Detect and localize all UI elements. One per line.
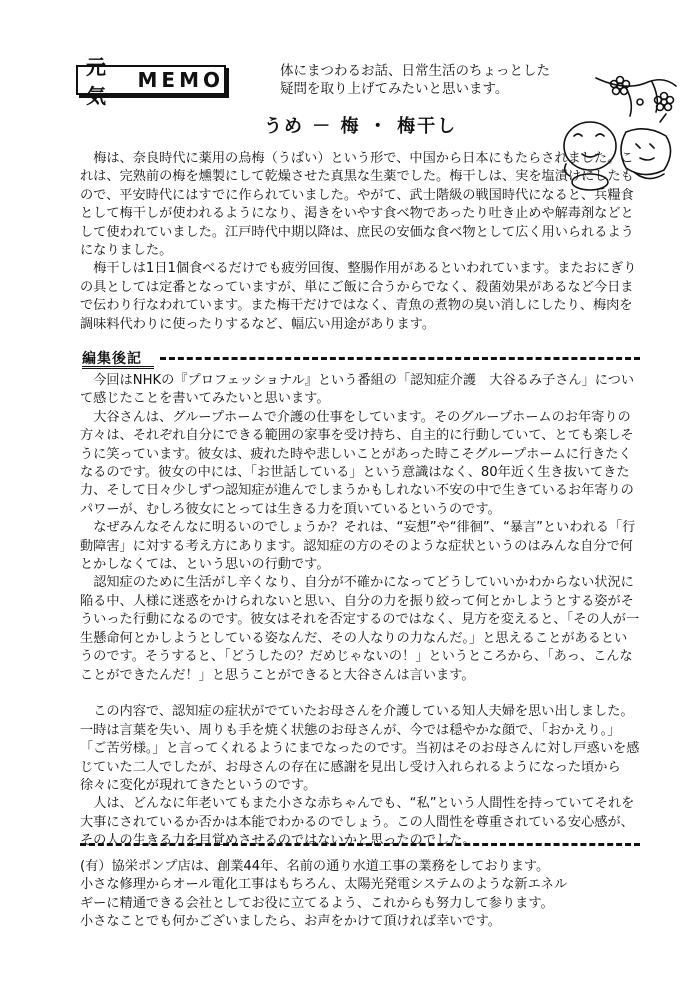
article-title: うめ － 梅 ・ 梅干し <box>264 116 458 137</box>
paragraph-gap <box>80 685 640 703</box>
memo-label-genki: 元気 <box>86 55 108 108</box>
intro-text <box>280 62 550 98</box>
company-line: ギーに精通できる会社としてお役に立てるよう、これからも努力して参ります。 <box>80 895 554 911</box>
article-paragraph: 梅は、奈良時代に薬用の烏梅（うばい）という形で、中国から日本にもたらされました。これは、完熟前の梅を燻製にして乾燥させた真黒な生薬でした。梅干しは、実を塩漬けにしたもので、平安時代にはすでに作られていました。やがて、武士階級の戦国時代になると、兵糧食として梅干しが使われるようになり、渇きをいやす食べ物であったり吐き止めや解毒剤などとして使われていました。江戸時代中期以降は、庶民の安価な食べ物として広く用いられるようになりました。 <box>80 151 634 259</box>
ume-article <box>80 150 640 334</box>
company-line: 小さなことでも何かございましたら、お声をかけて頂ければ幸いです。 <box>80 914 501 930</box>
heading-underline <box>82 366 154 369</box>
memo-title-box <box>76 55 226 108</box>
editor-paragraph: 今回はNHKの『プロフェッショナル』という番組の「認知症介護 大谷るみ子さん」について感じたことを書いてみたいと思います。 <box>80 373 635 407</box>
company-info <box>80 858 650 932</box>
company-separator <box>80 843 640 846</box>
company-line: 小さな修理からオール電化工事はもちろん、太陽光発電システムのような新エネル <box>80 877 568 893</box>
intro-line: 体にまつわるお話、日常生活のちょっとした <box>280 63 550 79</box>
editor-paragraph: 認知症のために生活がし辛くなり、自分が不確かになってどうしていいかわからない状況に陥る中、人様に迷惑をかけられないと思い、自分の力を振り絞って何とかしようとする姿がそういった行動になるのです。彼女はそれを否定するのではなく、見方を変えると、「その人が一生懸命何とかしようとしている姿なんだ、その人なりの力なんだ。」と思えることがあるというのです。そうすると、「どうしたの？だめじゃないの！」というところから、「あっ、こんなことができたんだ！」と思うことができると大谷さんは言います。 <box>80 575 640 683</box>
company-line: (有）協栄ポンプ店は、創業44年、名前の通り水道工事の業務をしております。 <box>80 859 550 874</box>
editor-note-label: 編集後記 <box>82 351 142 367</box>
article-paragraph: 梅干しは1日1個食べるだけでも疲労回復、整腸作用があるといわれています。またおにぎりの具としては定番となっていますが、単にご飯に合うからでなく、殺菌効果があるなど今日まで伝わり行なわれています。また梅干だけではなく、青魚の煮物の臭い消しにしたり、梅肉を調味料代わりに使ったりするなど、幅広い用途があります。 <box>80 261 637 332</box>
editor-note-body <box>80 372 640 851</box>
intro-line: 疑問を取り上げてみたいと思います。 <box>280 81 509 97</box>
editor-paragraph: 大谷さんは、グループホームで介護の仕事をしています。そのグループホームのお年寄りの方々は、それぞれ自分にできる範囲の家事を受け持ち、自主的に行動していて、とても楽しそうに笑っています。彼女は、疲れた時や悲しいことがあった時こそグループホームに行きたくなるのです。彼女の中には、「お世話している」という意識はなく、80年近く生き抜いてきた力、そして日々少しずつ認知症が進んでしまうかもしれない不安の中で生きているお年寄りのパワーが、むしろ彼女にとっては生きる力を頂いているというのです。 <box>80 409 634 517</box>
editor-paragraph: この内容で、認知症の症状がでていたお母さんを介護している知人夫婦を思い出しました。一時は言葉を失い、周りも手を焼く状態のお母さんが、今では穏やかな顔で、「おかえり。」「ご苦労様。」と言ってくれるようにまでなったのです。当初はそのお母さんに対し戸惑いを感じていた二人でしたが、お母さんの存在に感謝を見出し受け入れられるようになった頃から徐々に変化が現れてきたというのです。 <box>80 704 640 793</box>
memo-label-memo: MEMO <box>137 68 224 92</box>
heading-dashed-rule <box>160 357 640 360</box>
editor-note-heading <box>82 348 642 370</box>
editor-paragraph: 人は、どんなに年老いてもまた小さな赤ちゃんでも、“私”という人間性を持っていてそれを大事にされているか否かは本能でわかるのでしょう。この人間性を尊重されている安心感が、その人の生きる力を目覚めさせるのではないかと思ったのでした。 <box>80 796 635 849</box>
editor-paragraph: なぜみんなそんなに明るいのでしょうか？それは、“妄想”や“徘徊”、“暴言”といわれる「行動障害」に対する考え方にあります。認知症の方のそのような症状というのはみんな自分で何とかしなくては、という思いの行動です。 <box>80 520 636 573</box>
